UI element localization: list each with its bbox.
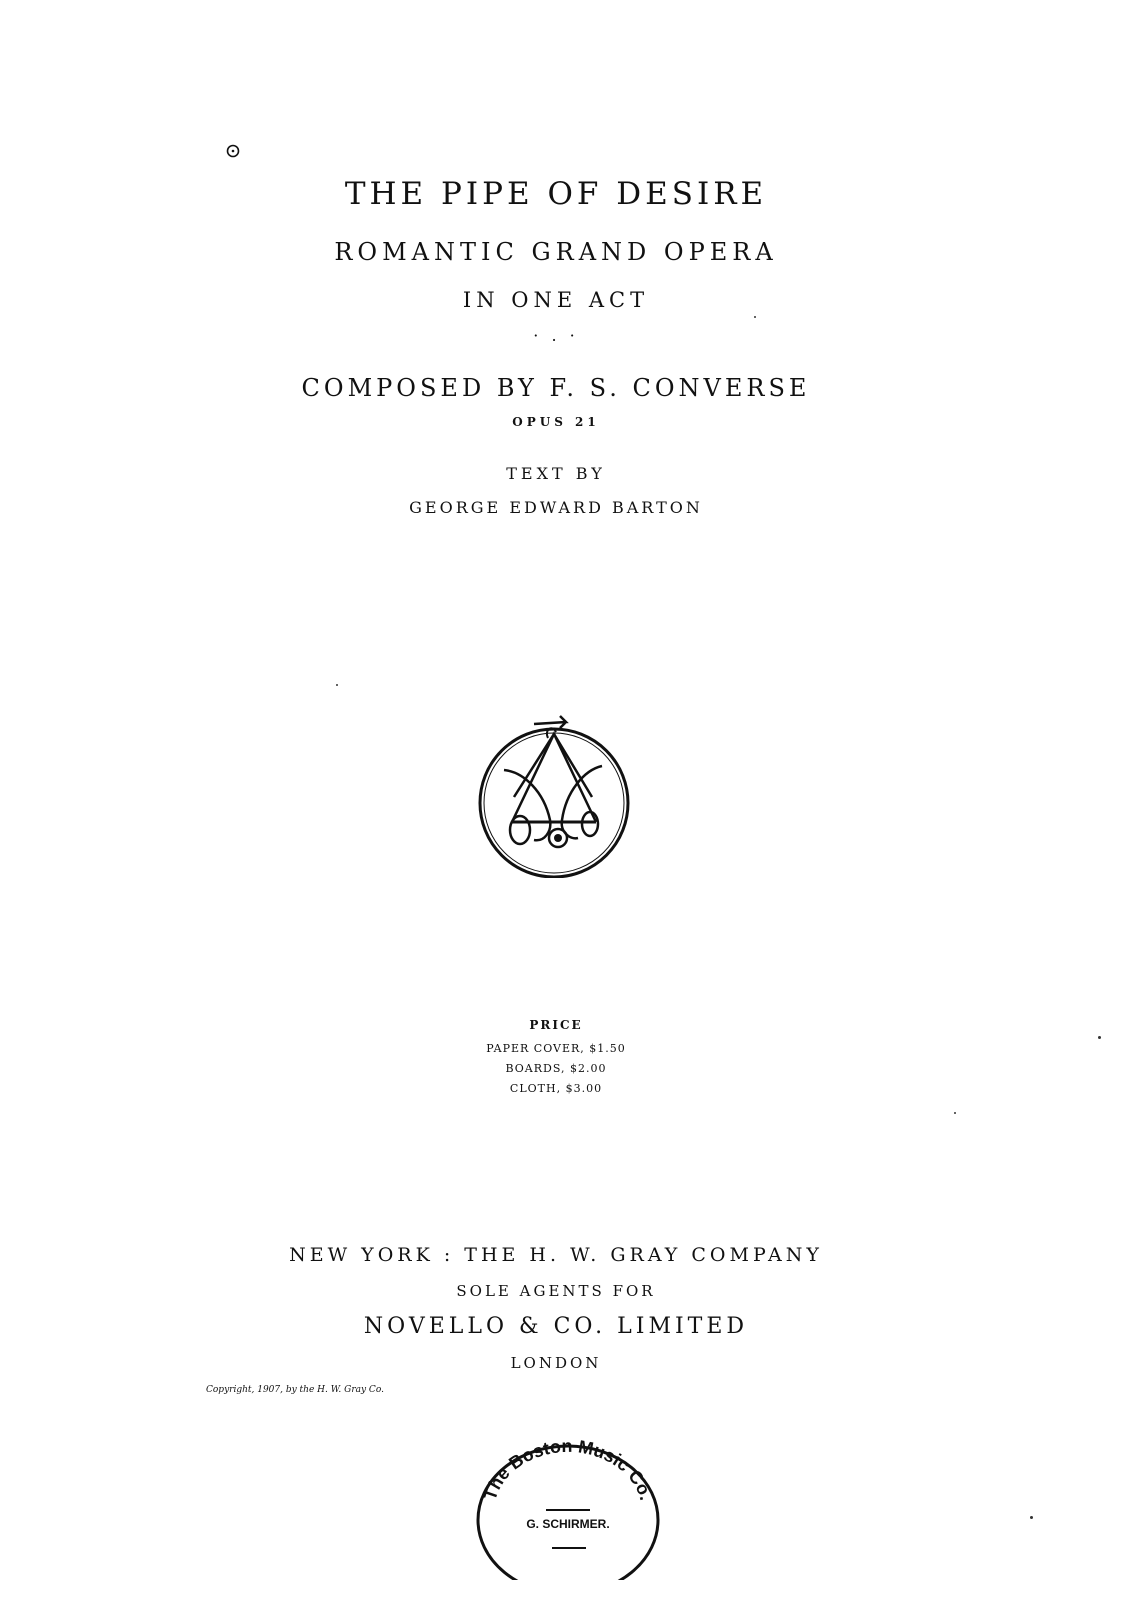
crossed-pipes-emblem-icon	[474, 712, 636, 878]
opera-acts: IN ONE ACT	[462, 288, 650, 312]
paper-speck	[1098, 1036, 1101, 1039]
price-cloth: CLOTH, $3.00	[509, 1082, 603, 1095]
opus-number: OPUS 21	[512, 415, 600, 429]
paper-speck	[954, 1112, 956, 1114]
publisher-new-york: NEW YORK : THE H. W. GRAY COMPANY	[289, 1244, 823, 1266]
copyright-notice: Copyright, 1907, by the H. W. Gray Co.	[206, 1385, 384, 1395]
opera-title: THE PIPE OF DESIRE	[344, 176, 768, 212]
publisher-novello: NOVELLO & CO. LIMITED	[363, 1314, 749, 1339]
dealer-stamp-icon	[470, 1430, 666, 1580]
publisher-london: LONDON	[510, 1354, 602, 1372]
opera-subtitle: ROMANTIC GRAND OPERA	[334, 238, 778, 266]
price-boards: BOARDS, $2.00	[505, 1062, 607, 1075]
paper-speck	[336, 684, 338, 686]
stamp-center-text: G. SCHIRMER.	[526, 1517, 610, 1531]
paper-speck	[1030, 1516, 1033, 1519]
circle-dot-mark-icon	[226, 144, 240, 158]
price-heading: PRICE	[529, 1018, 583, 1032]
price-paper-cover: PAPER COVER, $1.50	[486, 1042, 626, 1055]
librettist-name: GEORGE EDWARD BARTON	[409, 498, 703, 517]
stamp-arc-text: The Boston Music Co.	[479, 1435, 657, 1503]
paper-speck	[754, 316, 756, 318]
text-by-label: TEXT BY	[506, 464, 606, 483]
publisher-sole-agents: SOLE AGENTS FOR	[456, 1282, 656, 1300]
ornament-dots: · . ·	[533, 326, 579, 345]
composer-credit: COMPOSED BY F. S. CONVERSE	[301, 374, 811, 402]
